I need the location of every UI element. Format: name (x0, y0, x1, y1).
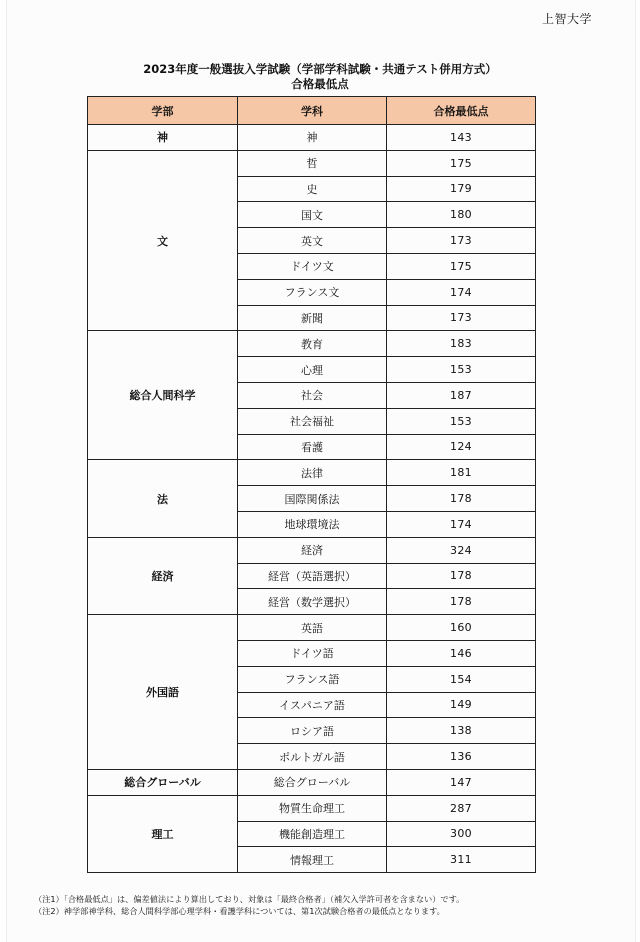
column-header-department: 学科 (238, 97, 387, 125)
faculty-cell: 神 (88, 125, 238, 151)
table-row (88, 125, 536, 151)
footnotes (34, 893, 464, 917)
min-score-cell: 311 (387, 847, 536, 873)
department-cell: 物質生命理工 (238, 795, 387, 821)
score-table (87, 96, 536, 873)
department-cell: ロシア語 (238, 718, 387, 744)
department-cell: 看護 (238, 434, 387, 460)
department-cell: イスパニア語 (238, 692, 387, 718)
faculty-cell: 法 (88, 460, 238, 537)
min-score-cell: 143 (387, 125, 536, 151)
min-score-cell: 287 (387, 795, 536, 821)
table-body (88, 125, 536, 873)
department-cell: フランス語 (238, 666, 387, 692)
department-cell: 総合グローバル (238, 769, 387, 795)
min-score-cell: 300 (387, 821, 536, 847)
min-score-cell: 174 (387, 279, 536, 305)
university-name: 上智大学 (541, 12, 592, 26)
department-cell: 法律 (238, 460, 387, 486)
min-score-cell: 153 (387, 357, 536, 383)
department-cell: ドイツ語 (238, 640, 387, 666)
department-cell: 新聞 (238, 305, 387, 331)
department-cell: 情報理工 (238, 847, 387, 873)
department-cell: 経営（数学選択） (238, 589, 387, 615)
department-cell: 哲 (238, 150, 387, 176)
department-cell: 地球環境法 (238, 511, 387, 537)
min-score-cell: 183 (387, 331, 536, 357)
table-row (88, 331, 536, 357)
faculty-cell: 経済 (88, 537, 238, 614)
department-cell: 史 (238, 176, 387, 202)
department-cell: 心理 (238, 357, 387, 383)
department-cell: 教育 (238, 331, 387, 357)
table-row (88, 795, 536, 821)
table-row (88, 615, 536, 641)
table-row (88, 537, 536, 563)
min-score-cell: 153 (387, 408, 536, 434)
department-cell: 国文 (238, 202, 387, 228)
min-score-cell: 160 (387, 615, 536, 641)
table-row (88, 769, 536, 795)
min-score-cell: 136 (387, 744, 536, 770)
department-cell: 国際関係法 (238, 486, 387, 512)
footnote-1: （注1）「合格最低点」は、偏差値法により算出しており、対象は「最終合格者」（補欠入学許可者を含まない）です。 (34, 894, 465, 904)
min-score-cell: 179 (387, 176, 536, 202)
min-score-cell: 187 (387, 382, 536, 408)
min-score-cell: 173 (387, 305, 536, 331)
faculty-cell: 総合グローバル (88, 769, 238, 795)
min-score-cell: 147 (387, 769, 536, 795)
department-cell: 社会 (238, 382, 387, 408)
min-score-cell: 180 (387, 202, 536, 228)
min-score-cell: 149 (387, 692, 536, 718)
min-score-cell: 154 (387, 666, 536, 692)
min-score-cell: 181 (387, 460, 536, 486)
document-title: 2023年度一般選抜入学試験（学部学科試験・共通テスト併用方式） (143, 62, 497, 76)
min-score-cell: 175 (387, 253, 536, 279)
department-cell: 機能創造理工 (238, 821, 387, 847)
department-cell: 英文 (238, 228, 387, 254)
faculty-cell: 理工 (88, 795, 238, 872)
min-score-cell: 178 (387, 589, 536, 615)
department-cell: ドイツ文 (238, 253, 387, 279)
department-cell: 社会福祉 (238, 408, 387, 434)
min-score-cell: 138 (387, 718, 536, 744)
faculty-cell: 総合人間科学 (88, 331, 238, 460)
department-cell: フランス文 (238, 279, 387, 305)
faculty-cell: 文 (88, 150, 238, 331)
min-score-cell: 178 (387, 486, 536, 512)
department-cell: ポルトガル語 (238, 744, 387, 770)
department-cell: 経済 (238, 537, 387, 563)
min-score-cell: 146 (387, 640, 536, 666)
department-cell: 経営（英語選択） (238, 563, 387, 589)
min-score-cell: 124 (387, 434, 536, 460)
min-score-cell: 173 (387, 228, 536, 254)
table-row (88, 460, 536, 486)
department-cell: 英語 (238, 615, 387, 641)
faculty-cell: 外国語 (88, 615, 238, 770)
min-score-cell: 178 (387, 563, 536, 589)
department-cell: 神 (238, 125, 387, 151)
table-header-row (88, 97, 536, 125)
table-row (88, 150, 536, 176)
column-header-min-score: 合格最低点 (387, 97, 536, 125)
document-subtitle: 合格最低点 (291, 77, 349, 91)
column-header-faculty: 学部 (88, 97, 238, 125)
min-score-cell: 175 (387, 150, 536, 176)
min-score-cell: 324 (387, 537, 536, 563)
footnote-2: （注2）神学部神学科、総合人間科学部心理学科・看護学科については、第1次試験合格者の最低点となります。 (34, 906, 445, 916)
min-score-cell: 174 (387, 511, 536, 537)
